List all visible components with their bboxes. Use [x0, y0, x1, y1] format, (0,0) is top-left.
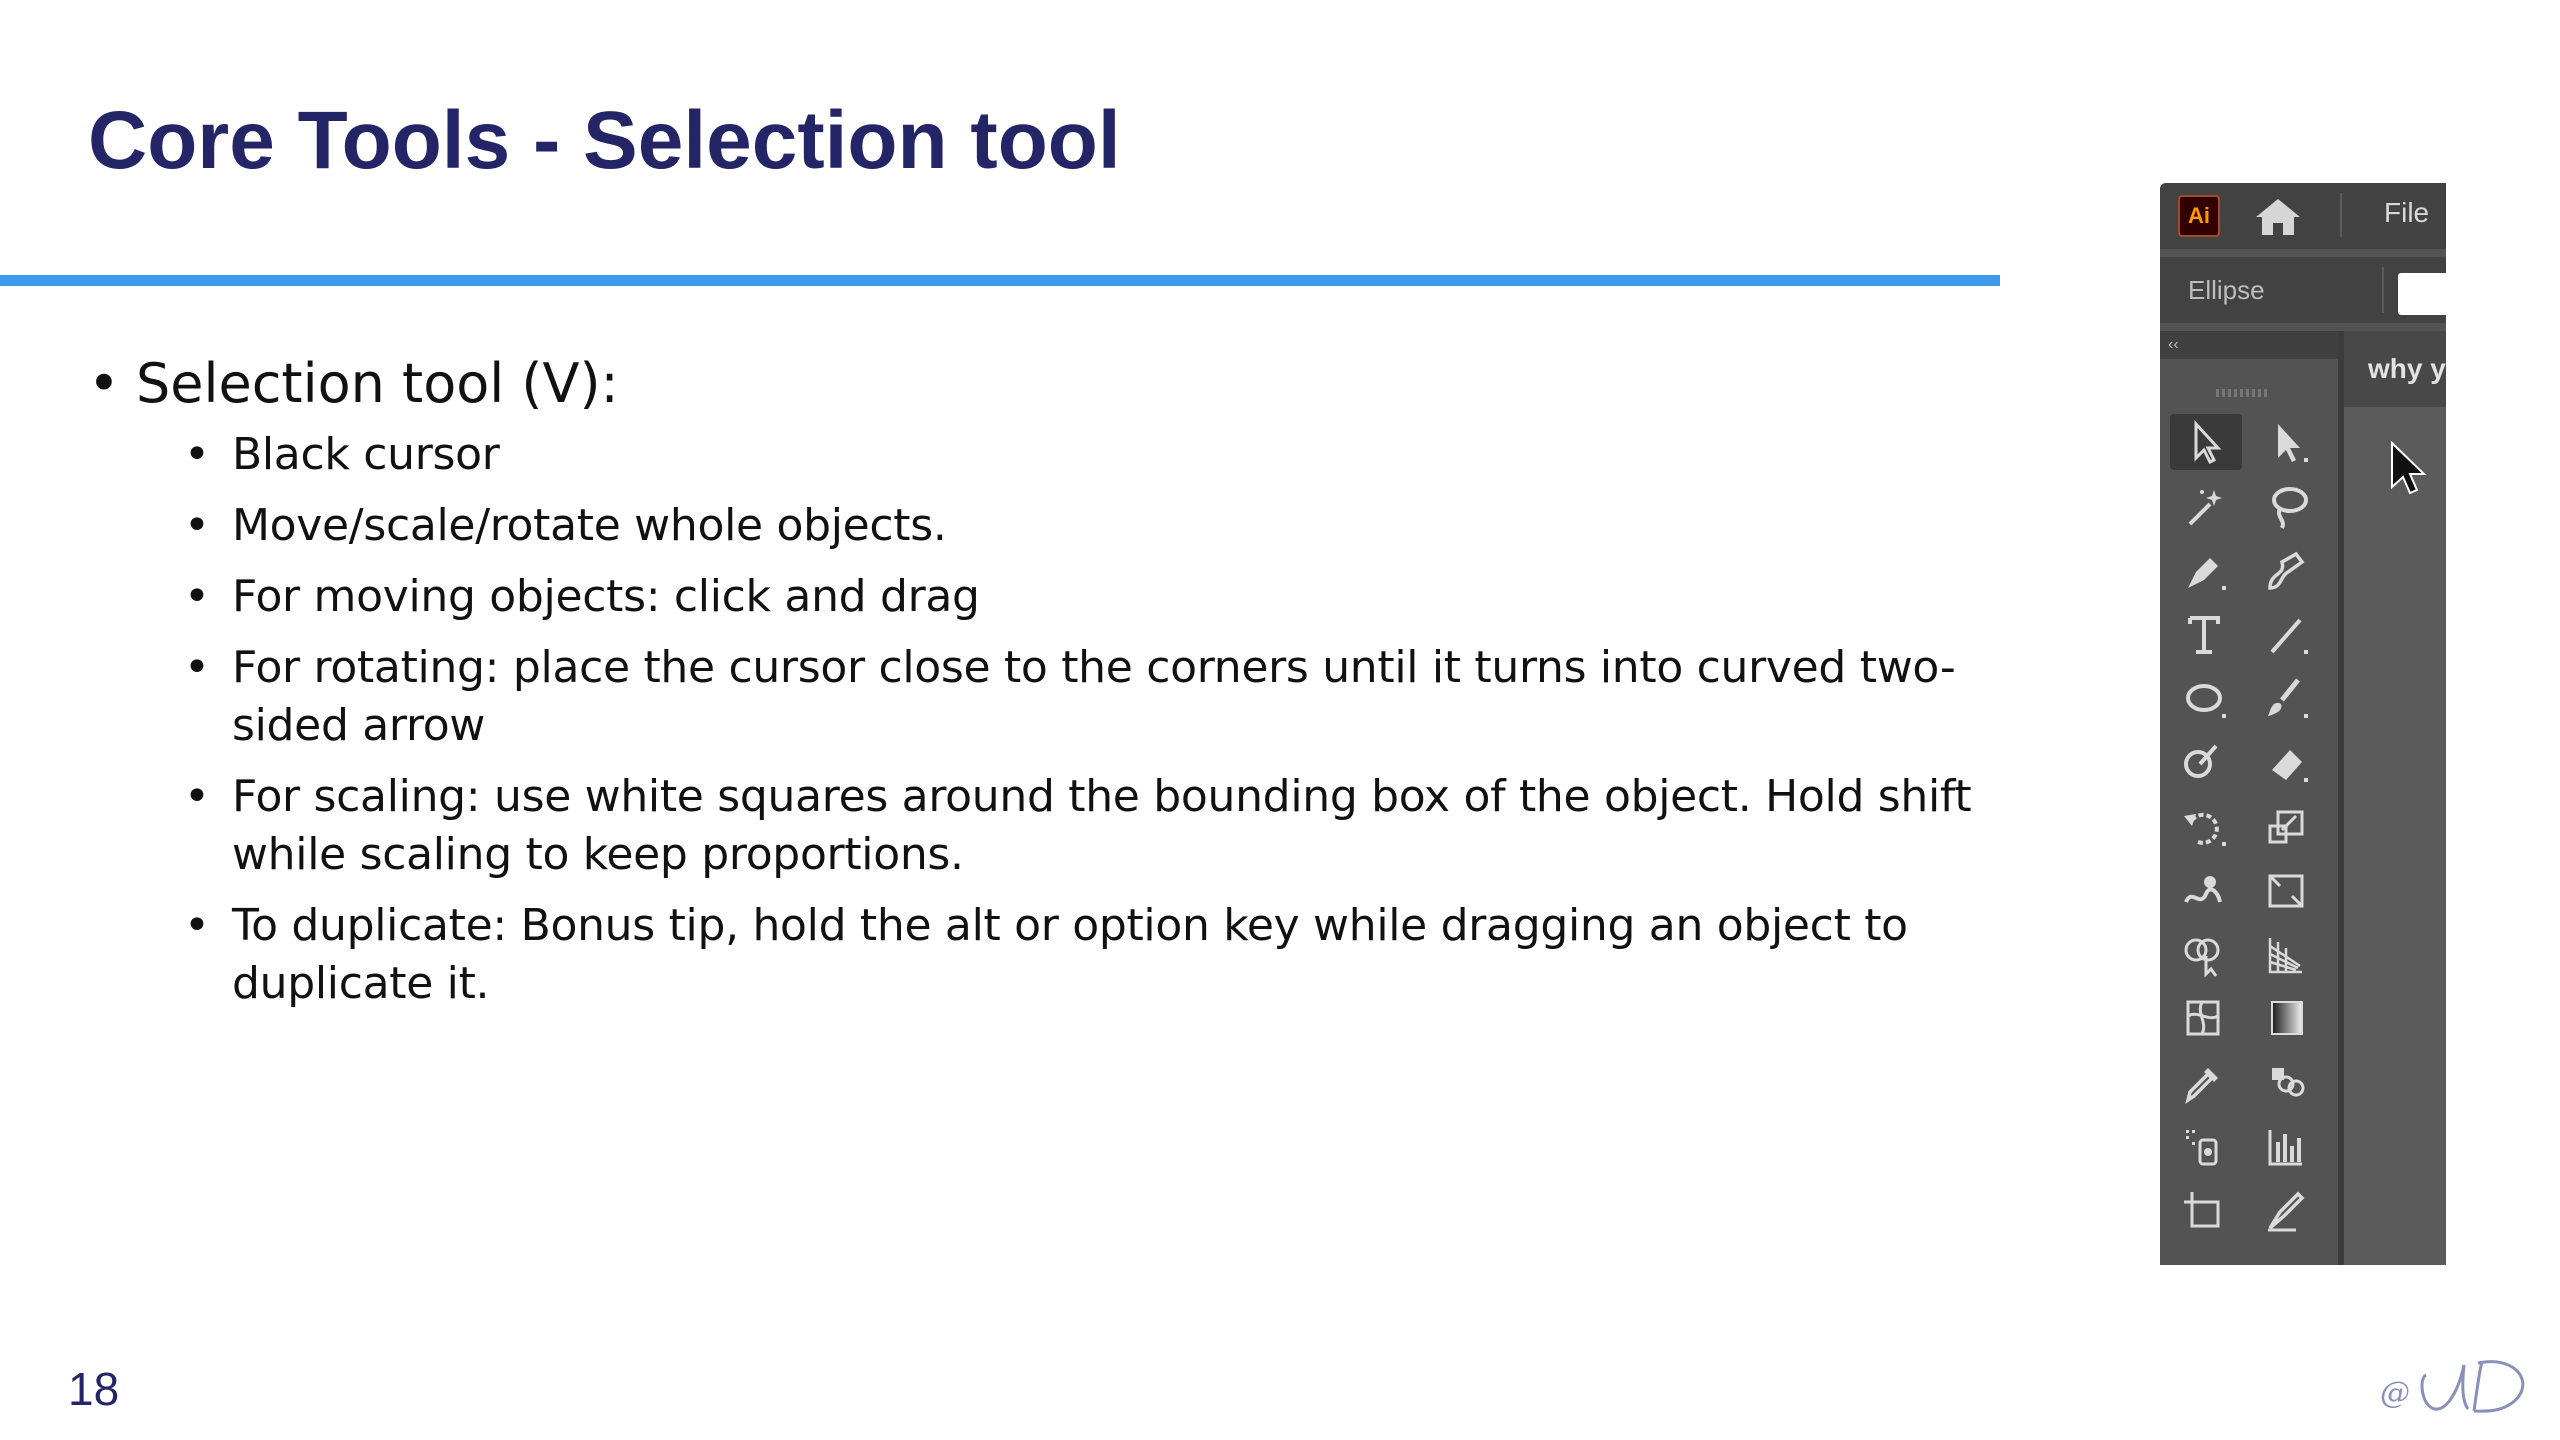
- paintbrush-tool-icon[interactable]: [2252, 670, 2324, 726]
- ellipse-tool-icon[interactable]: [2170, 670, 2242, 726]
- symbol-sprayer-tool-icon[interactable]: [2170, 1118, 2242, 1174]
- eyedropper-tool-glyph: [2170, 1054, 2242, 1110]
- gradient-tool-glyph: [2252, 990, 2324, 1046]
- panel-grip[interactable]: [2216, 389, 2268, 397]
- free-transform-tool-icon[interactable]: [2252, 862, 2324, 918]
- sub-bullet-text: For rotating: place the cursor close to the corners until it turns into curved two-sided arrow: [232, 642, 1956, 751]
- main-bullet-text: Selection tool (V):: [136, 352, 619, 415]
- artboard-tool-glyph: [2170, 1182, 2242, 1238]
- rotate-tool-icon[interactable]: [2170, 798, 2242, 854]
- lasso-tool-glyph: [2252, 478, 2324, 534]
- bullet-dot: •: [184, 571, 210, 622]
- toolbar-collapse-button[interactable]: ‹‹: [2160, 331, 2338, 359]
- bullet-dot: •: [184, 900, 210, 951]
- eraser-tool-icon[interactable]: [2252, 734, 2324, 790]
- shape-builder-tool-icon[interactable]: [2170, 926, 2242, 982]
- lasso-tool-icon[interactable]: [2252, 478, 2324, 534]
- shape-builder-tool-glyph: [2170, 926, 2242, 982]
- slice-tool-glyph: [2252, 1182, 2324, 1238]
- mesh-tool-glyph: [2170, 990, 2242, 1046]
- illustrator-app-icon[interactable]: Ai: [2178, 195, 2220, 237]
- sub-bullet-text: For moving objects: click and drag: [232, 571, 980, 622]
- sub-bullet: [88, 639, 1988, 755]
- fill-swatch[interactable]: [2398, 273, 2446, 315]
- bullet-dot: •: [88, 352, 120, 415]
- sub-bullet: [88, 426, 1988, 484]
- sub-bullet-text: To duplicate: Bonus tip, hold the alt or option key while dragging an object to duplicate it.: [232, 900, 1908, 1009]
- selection-tool-glyph: [2170, 414, 2242, 470]
- shaper-tool-glyph: [2170, 734, 2242, 790]
- type-tool-glyph: [2170, 606, 2242, 662]
- symbol-sprayer-tool-glyph: [2170, 1118, 2242, 1174]
- free-transform-tool-glyph: [2252, 862, 2324, 918]
- line-segment-tool-glyph: [2252, 606, 2324, 662]
- tools-panel: [2160, 359, 2338, 1265]
- artboard-tool-icon[interactable]: [2170, 1182, 2242, 1238]
- bullet-dot: •: [184, 429, 210, 480]
- direct-selection-tool-icon[interactable]: [2252, 414, 2324, 470]
- sub-bullet: [88, 768, 1988, 884]
- author-logo: [2378, 1345, 2538, 1423]
- document-tab[interactable]: why y: [2368, 353, 2446, 384]
- magic-wand-tool-icon[interactable]: [2170, 478, 2242, 534]
- control-bar: [2160, 257, 2446, 323]
- column-graph-tool-icon[interactable]: [2252, 1118, 2324, 1174]
- bullet-dot: •: [184, 642, 210, 693]
- line-segment-tool-icon[interactable]: [2252, 606, 2324, 662]
- scale-tool-icon[interactable]: [2252, 798, 2324, 854]
- perspective-grid-tool-glyph: [2252, 926, 2324, 982]
- page-number: 18: [68, 1363, 120, 1415]
- mesh-tool-icon[interactable]: [2170, 990, 2242, 1046]
- main-bullet: [88, 348, 1988, 420]
- blend-tool-icon[interactable]: [2252, 1054, 2324, 1110]
- blend-tool-glyph: [2252, 1054, 2324, 1110]
- gradient-tool-icon[interactable]: [2252, 990, 2324, 1046]
- type-tool-icon[interactable]: [2170, 606, 2242, 662]
- ellipse-tool-glyph: [2170, 670, 2242, 726]
- control-bar-object-label: Ellipse: [2188, 275, 2265, 305]
- eyedropper-tool-icon[interactable]: [2170, 1054, 2242, 1110]
- warp-tool-icon[interactable]: [2170, 862, 2242, 918]
- sub-bullet: [88, 568, 1988, 626]
- rotate-tool-glyph: [2170, 798, 2242, 854]
- illustrator-screenshot: [2160, 183, 2446, 1265]
- selection-tool-icon[interactable]: [2170, 414, 2242, 470]
- eraser-tool-glyph: [2252, 734, 2324, 790]
- direct-selection-tool-glyph: [2252, 414, 2324, 470]
- sub-bullet-text: For scaling: use white squares around the bounding box of the object. Hold shift while scaling to keep proportions.: [232, 771, 1972, 880]
- home-icon[interactable]: [2252, 195, 2304, 239]
- title-underline: [0, 275, 2000, 286]
- bullet-content: [88, 348, 1988, 1026]
- magic-wand-tool-glyph: [2170, 478, 2242, 534]
- slice-tool-icon[interactable]: [2252, 1182, 2324, 1238]
- slide-title: Core Tools - Selection tool: [88, 95, 1121, 186]
- bullet-dot: •: [184, 771, 210, 822]
- sub-bullet-text: Move/scale/rotate whole objects.: [232, 500, 947, 551]
- document-canvas[interactable]: [2344, 407, 2446, 1265]
- sub-bullet: [88, 897, 1988, 1013]
- arrow-cursor-icon: [2388, 441, 2428, 497]
- shaper-tool-icon[interactable]: [2170, 734, 2242, 790]
- column-graph-tool-glyph: [2252, 1118, 2324, 1174]
- control-bar-separator: [2382, 267, 2384, 313]
- menu-file[interactable]: File: [2384, 197, 2430, 228]
- bullet-dot: •: [184, 500, 210, 551]
- pen-tool-icon[interactable]: [2170, 542, 2242, 598]
- sub-bullet-list: [88, 426, 1988, 1013]
- menubar-separator: [2340, 193, 2342, 237]
- scale-tool-glyph: [2252, 798, 2324, 854]
- sub-bullet: [88, 497, 1988, 555]
- document-tab-bar: [2344, 331, 2446, 407]
- paintbrush-tool-glyph: [2252, 670, 2324, 726]
- perspective-grid-tool-icon[interactable]: [2252, 926, 2324, 982]
- svg-text:@: @: [2380, 1376, 2410, 1411]
- pen-tool-glyph: [2170, 542, 2242, 598]
- curvature-tool-glyph: [2252, 542, 2324, 598]
- app-menubar: [2160, 183, 2446, 249]
- sub-bullet-text: Black cursor: [232, 429, 500, 480]
- warp-tool-glyph: [2170, 862, 2242, 918]
- curvature-tool-icon[interactable]: [2252, 542, 2324, 598]
